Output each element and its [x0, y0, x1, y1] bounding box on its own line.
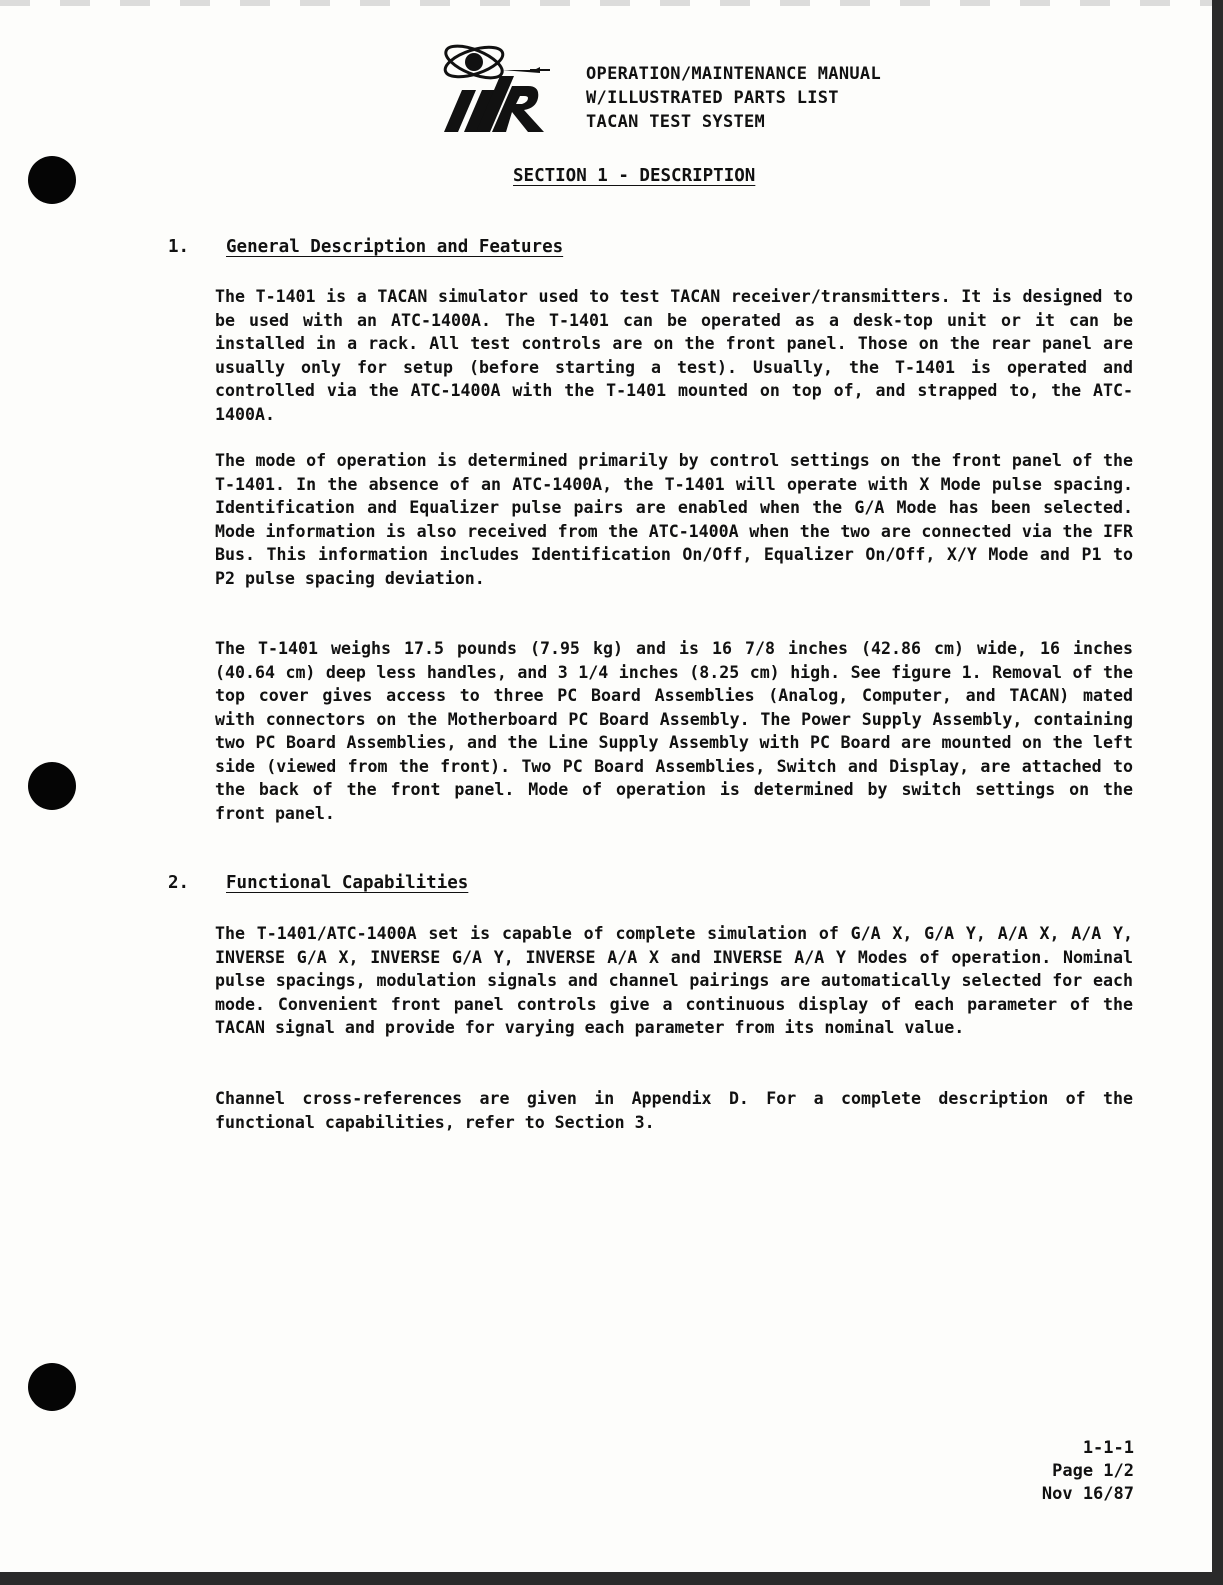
paragraph: The T-1401 weighs 17.5 pounds (7.95 kg) and is 16 7/8 inches (42.86 cm) wide, 16 inches (40.64 cm) deep less handles, and 3 1/4 inches (8.25 cm) high. See figure 1. Removal of the top cover gives access to three PC Board Assemblies (Analog, Computer, and TACAN) mated with connectors on the Motherboard PC Board Assembly. The Power Supply Assembly, containing two PC Board Assemblies, and the Line Supply Assembly with PC Board are mounted on the left side (viewed from the front). Two PC Board Assemblies, Switch and Display, are attached to the back of the front panel. Mode of operation is determined by switch settings on the front panel. — [215, 639, 1133, 823]
section-number: 1. — [168, 237, 190, 257]
section-number: 2. — [168, 873, 190, 893]
paragraph: The T-1401 is a TACAN simulator used to test TACAN receiver/transmitters. It is designed to be used with an ATC-1400A. The T-1401 can be operated as a desk-top unit or it can be installed in a rack. All test controls are on the front panel. Those on the rear panel are usually only for setup (before starting a test). Usually, the T-1401 is operated and controlled via the ATC-1400A with the T-1401 mounted on top of, and strapped to, the ATC-1400A. — [215, 287, 1133, 424]
page-label: Page 1/2 — [1052, 1461, 1134, 1481]
scan-artifact — [0, 0, 1212, 6]
page-date: Nov 16/87 — [1041, 1484, 1134, 1504]
section-heading-title: General Description and Features — [226, 237, 564, 257]
paragraph: The mode of operation is determined primarily by control settings on the front panel of the T-1401. In the absence of an ATC-1400A, the T-1401 will operate with X Mode pulse spacing. Identification and Equalizer pulse pairs are enabled when the G/A Mode has been selected. Mode information is also received from the ATC-1400A when the two are connected via the IFR Bus. This information includes Identification On/Off, Equalizer On/Off, X/Y Mode and P1 to P2 pulse spacing deviation. — [215, 451, 1133, 588]
header-line-3: TACAN TEST SYSTEM — [586, 112, 766, 132]
paragraph: The T-1401/ATC-1400A set is capable of complete simulation of G/A X, G/A Y, A/A X, A/A Y, INVERSE G/A X, INVERSE G/A Y, INVERSE A/A X and INVERSE A/A Y Modes of operation. Nominal pulse spacings, modulation signals and channel pairings are automatically selected for each mode. Convenient front panel controls give a continuous display of each parameter of the TACAN signal and provide for varying each parameter from its nominal value. — [215, 924, 1133, 1037]
punch-hole — [28, 156, 76, 204]
section-title: SECTION 1 - DESCRIPTION — [513, 166, 756, 186]
ifr-logo — [440, 40, 570, 138]
header-line-1: OPERATION/MAINTENANCE MANUAL — [586, 64, 881, 84]
manual-header — [586, 62, 881, 134]
punch-hole — [28, 1363, 76, 1411]
header-line-2: W/ILLUSTRATED PARTS LIST — [586, 88, 839, 108]
paragraph: Channel cross-references are given in Appendix D. For a complete description of the functional capabilities, refer to Section 3. — [215, 1089, 1133, 1132]
page-code: 1-1-1 — [1082, 1438, 1134, 1458]
punch-hole — [28, 762, 76, 810]
section-heading-title: Functional Capabilities — [226, 873, 469, 893]
page-footer — [1042, 1437, 1134, 1506]
